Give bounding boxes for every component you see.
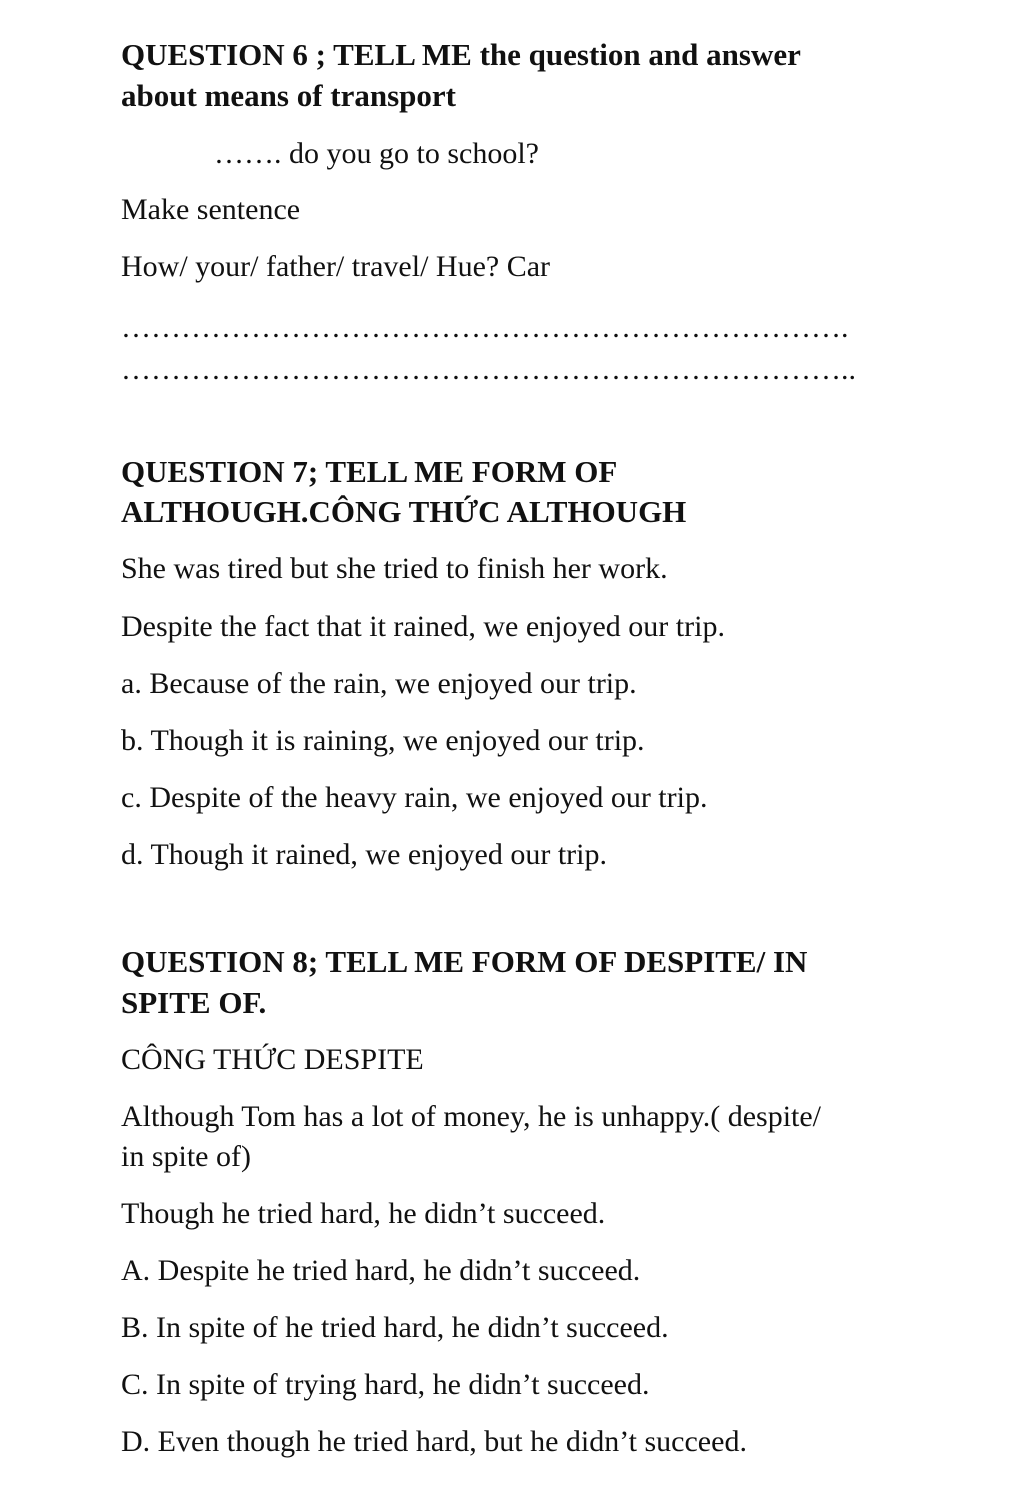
q6-make-sentence: Make sentence [121, 193, 301, 226]
q7-sentence-1: She was tired but she tried to finish her work. [121, 552, 668, 585]
q6-answer-line-1: ………………………………………………………………. [121, 313, 849, 343]
q7-option-c: c. Despite of the heavy rain, we enjoyed our trip. [121, 781, 708, 814]
q6-answer-line-2: ……………………………………………………………….. [121, 355, 856, 385]
q8-title-line2: SPITE OF. [121, 985, 267, 1020]
q8-title-line1: QUESTION 8; TELL ME FORM OF DESPITE/ IN [121, 944, 808, 979]
q7-option-d: d. Though it rained, we enjoyed our trip. [121, 838, 608, 871]
q7-sentence-2: Despite the fact that it rained, we enjoyed our trip. [121, 610, 725, 643]
q8-sentence-1-line1: Although Tom has a lot of money, he is unhappy.( despite/ [121, 1100, 822, 1133]
q8-sentence-2: Though he tried hard, he didn’t succeed. [121, 1197, 606, 1230]
q8-option-b: B. In spite of he tried hard, he didn’t succeed. [121, 1311, 669, 1344]
q7-title-line2: ALTHOUGH.CÔNG THỨC ALTHOUGH [121, 494, 687, 529]
q6-prompt: How/ your/ father/ travel/ Hue? Car [121, 250, 551, 283]
q8-option-c: C. In spite of trying hard, he didn’t succeed. [121, 1368, 650, 1401]
q8-option-a: A. Despite he tried hard, he didn’t succeed. [121, 1254, 641, 1287]
q7-option-a: a. Because of the rain, we enjoyed our trip. [121, 667, 637, 700]
q8-option-d: D. Even though he tried hard, but he didn’t succeed. [121, 1425, 747, 1458]
q7-option-b: b. Though it is raining, we enjoyed our trip. [121, 724, 645, 757]
q7-title-line1: QUESTION 7; TELL ME FORM OF [121, 454, 618, 489]
q8-subtitle: CÔNG THỨC DESPITE [121, 1043, 424, 1076]
q6-blank-question: ……. do you go to school? [214, 137, 539, 170]
q6-title-line1: QUESTION 6 ; TELL ME the question and answer [121, 37, 801, 72]
q6-title-line2: about means of transport [121, 78, 456, 113]
q8-sentence-1-line2: in spite of) [121, 1140, 251, 1173]
